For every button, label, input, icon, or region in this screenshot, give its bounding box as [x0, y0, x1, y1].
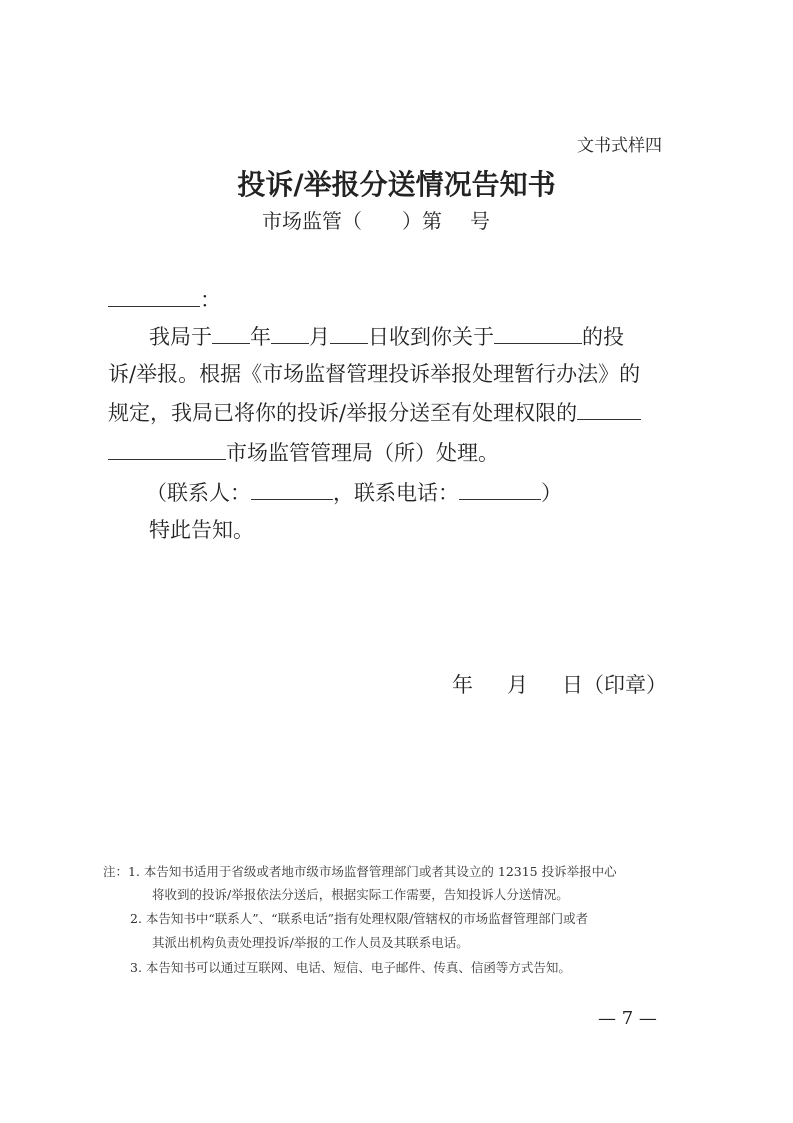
- text: 月: [507, 673, 528, 697]
- doc-number-middle: ）第: [402, 209, 442, 233]
- note-2: 2. 本告知书中“联系人”、“联系电话”指有处理权限/管辖权的市场监督管理部门或者: [130, 911, 589, 926]
- closing: 特此告知。: [149, 518, 254, 542]
- paragraph-line-1: [149, 321, 624, 351]
- text: 日（印章）: [562, 673, 667, 697]
- month-blank: [271, 322, 309, 344]
- addressee-colon: ：: [200, 288, 221, 312]
- authority-blank-1: [577, 398, 641, 420]
- text: 我局于: [149, 325, 212, 349]
- page-number: — 7 —: [598, 1008, 657, 1029]
- year-blank: [212, 322, 250, 344]
- text: 规定，我局已将你的投诉/举报分送至有处理权限的: [108, 401, 578, 425]
- paragraph-line-3: [108, 397, 641, 427]
- text: 月: [309, 325, 330, 349]
- addressee-line: [108, 284, 221, 314]
- subject-blank: [494, 322, 582, 344]
- paragraph-line-4: [108, 437, 499, 467]
- text: 市场监管管理局（所）处理。: [226, 441, 499, 465]
- addressee-blank: [108, 285, 200, 307]
- contact-phone-label: ，联系电话：: [333, 481, 459, 505]
- contact-person-blank: [251, 478, 333, 500]
- contact-phone-blank: [459, 478, 541, 500]
- contact-person-label: （联系人：: [146, 481, 251, 505]
- text: ）: [541, 481, 562, 505]
- note-3: 3. 本告知书可以通过互联网、电话、短信、电子邮件、传真、信函等方式告知。: [130, 960, 571, 975]
- text: 日收到你关于: [368, 325, 494, 349]
- document-number: [262, 205, 490, 234]
- text: 的投: [582, 325, 624, 349]
- form-label: 文书式样四: [577, 136, 662, 156]
- page-title: 投诉/举报分送情况告知书: [237, 168, 556, 201]
- note-2-cont: 其派出机构负责处理投诉/举报的工作人员及其联系电话。: [152, 935, 469, 950]
- authority-blank-2: [108, 438, 226, 460]
- contact-line: [146, 477, 562, 507]
- doc-number-suffix: 号: [470, 209, 490, 233]
- paragraph-line-2: 诉/举报。根据《市场监督管理投诉举报处理暂行办法》的: [108, 362, 641, 386]
- day-blank: [330, 322, 368, 344]
- note-1: 注：1. 本告知书适用于省级或者地市级市场监督管理部门或者其设立的 12315 投诉举报中心: [103, 864, 617, 879]
- doc-number-prefix: 市场监管（: [262, 209, 362, 233]
- text: 年: [452, 673, 473, 697]
- text: 年: [250, 325, 271, 349]
- date-seal: [452, 669, 667, 699]
- note-1-cont: 将收到的投诉/举报依法分送后，根据实际工作需要，告知投诉人分送情况。: [152, 887, 569, 902]
